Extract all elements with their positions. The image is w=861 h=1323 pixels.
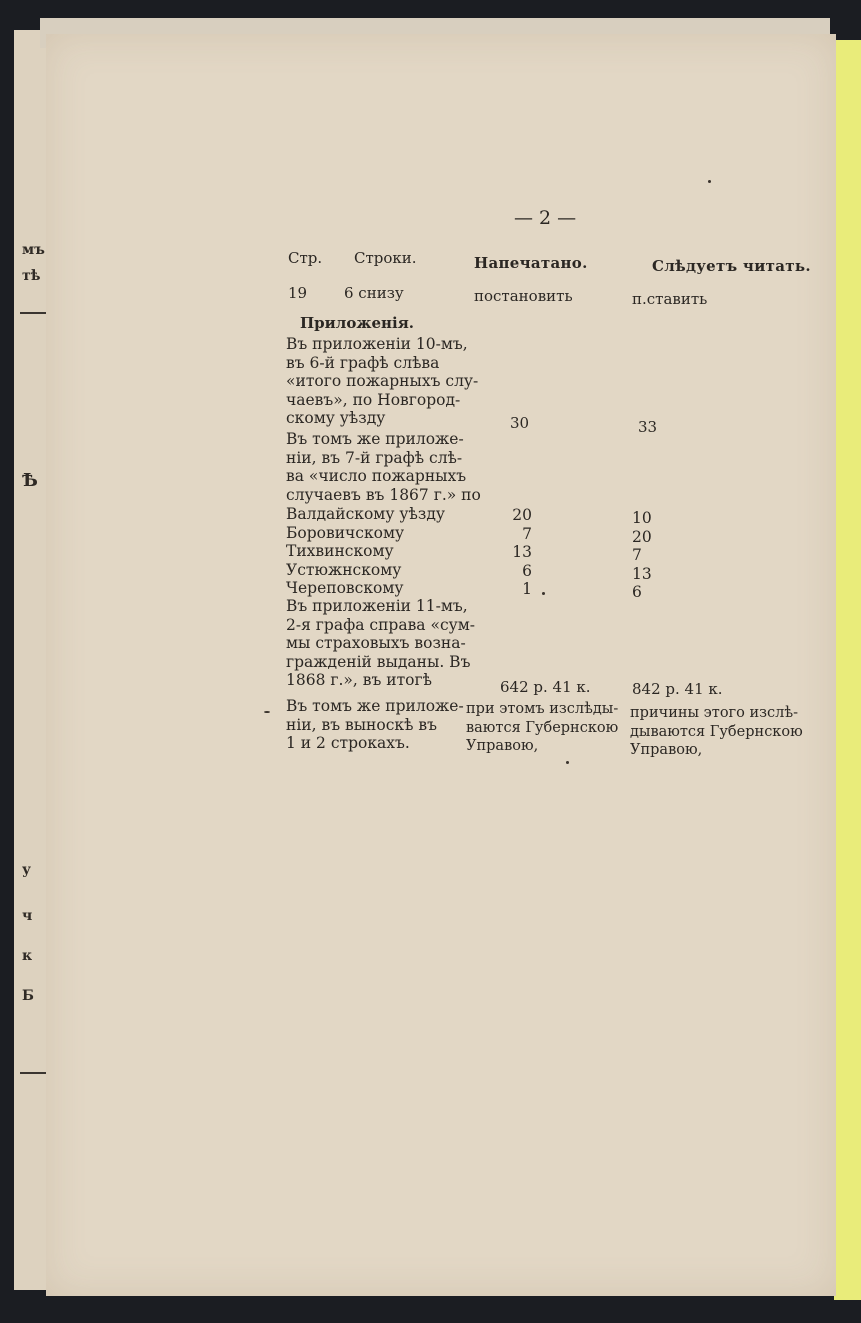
district-printed: 13 [512,543,532,561]
block4-printed-text [466,700,618,756]
text-line: Въ томъ же приложе- [286,697,464,715]
district-printed: 7 [522,524,532,543]
column-header-lines: Строки. [354,249,417,267]
text-line: ва «число пожарныхъ [286,467,467,485]
margin-fragment: у [22,862,31,878]
paper-speck [542,592,545,595]
column-header-page: Стр. [288,249,323,267]
block4-correct-text [630,704,803,760]
district-name: Тихвинскому [286,542,394,560]
text-line: ніи, въ 7-й графѣ слѣ- [286,448,463,467]
district-correct: 7 [632,546,642,564]
text-line: скому уѣзду [286,409,386,427]
row1-should-read: п.ставить [632,290,708,308]
text-line: Въ томъ же приложе- [286,430,464,448]
text-line: причины этого изслѣ- [630,705,799,721]
document-page [46,34,836,1296]
errata-block-1 [286,335,478,428]
district-printed-values [500,506,532,599]
district-name: Валдайскому уѣзду [286,505,445,523]
margin-fragment: мъ [22,242,45,258]
district-correct: 13 [632,564,652,583]
row1-page: 19 [288,284,308,302]
margin-fragment: к [22,948,33,964]
text-line: въ 6-й графѣ слѣва [286,353,440,372]
column-header-printed: Напечатано. [474,254,588,272]
text-line: Въ приложеніи 10-мъ, [286,335,468,353]
text-line: Въ приложеніи 11-мъ, [286,597,468,615]
column-header-should-read: Слѣдуетъ читать. [652,257,811,275]
block1-printed-value: 30 [510,414,530,432]
margin-fragment: ч [22,908,33,924]
text-line: ваются Губернскою [466,719,619,736]
row1-printed: постановить [474,287,573,305]
paper-speck [264,711,270,713]
errata-block-4 [286,697,464,753]
errata-block-2 [286,430,481,504]
district-name: Череповскому [286,579,404,597]
district-correct-values [632,509,652,602]
page-number: — 2 — [514,207,577,229]
yellow-backing-strip [834,40,861,1300]
district-name: Устюжнскому [286,560,402,579]
text-line: гражденій выданы. Въ [286,652,471,671]
row1-lines: 6 снизу [344,284,404,302]
district-correct: 20 [632,527,652,546]
text-line: Управою, [630,742,703,758]
text-line: случаевъ въ 1867 г.» по [286,485,481,504]
text-line: 1868 г.», въ итогѣ [286,671,432,689]
margin-fragment: Ѣ [22,470,38,491]
text-line: чаевъ», по Новгород- [286,390,461,409]
district-name: Боровичскому [286,523,405,542]
district-correct: 10 [632,509,652,527]
text-line: 2-я графа справа «сум- [286,615,476,634]
text-line: Управою, [466,738,539,754]
text-line: мы страховыхъ возна- [286,634,466,652]
margin-fragment: тѣ [22,268,41,284]
paper-speck [708,180,711,183]
text-line: ніи, въ выноскѣ въ [286,715,437,734]
district-correct: 6 [632,583,642,601]
margin-fragment: Б [22,988,34,1004]
district-printed: 20 [512,506,532,524]
district-names [286,505,445,598]
text-line: при этомъ изслѣды- [466,701,619,717]
district-printed: 1 [522,580,532,598]
district-printed: 6 [522,561,532,580]
block3-printed-value: 642 р. 41 к. [500,678,591,696]
section-title: Приложенія. [300,314,415,332]
text-line: «итого пожарныхъ слу- [286,372,479,390]
block1-correct-value: 33 [638,418,658,436]
block3-correct-value: 842 р. 41 к. [632,680,723,698]
text-line: 1 и 2 строкахъ. [286,734,410,752]
paper-speck [566,761,569,764]
text-line: дываются Губернскою [630,723,803,740]
errata-block-3 [286,597,475,690]
